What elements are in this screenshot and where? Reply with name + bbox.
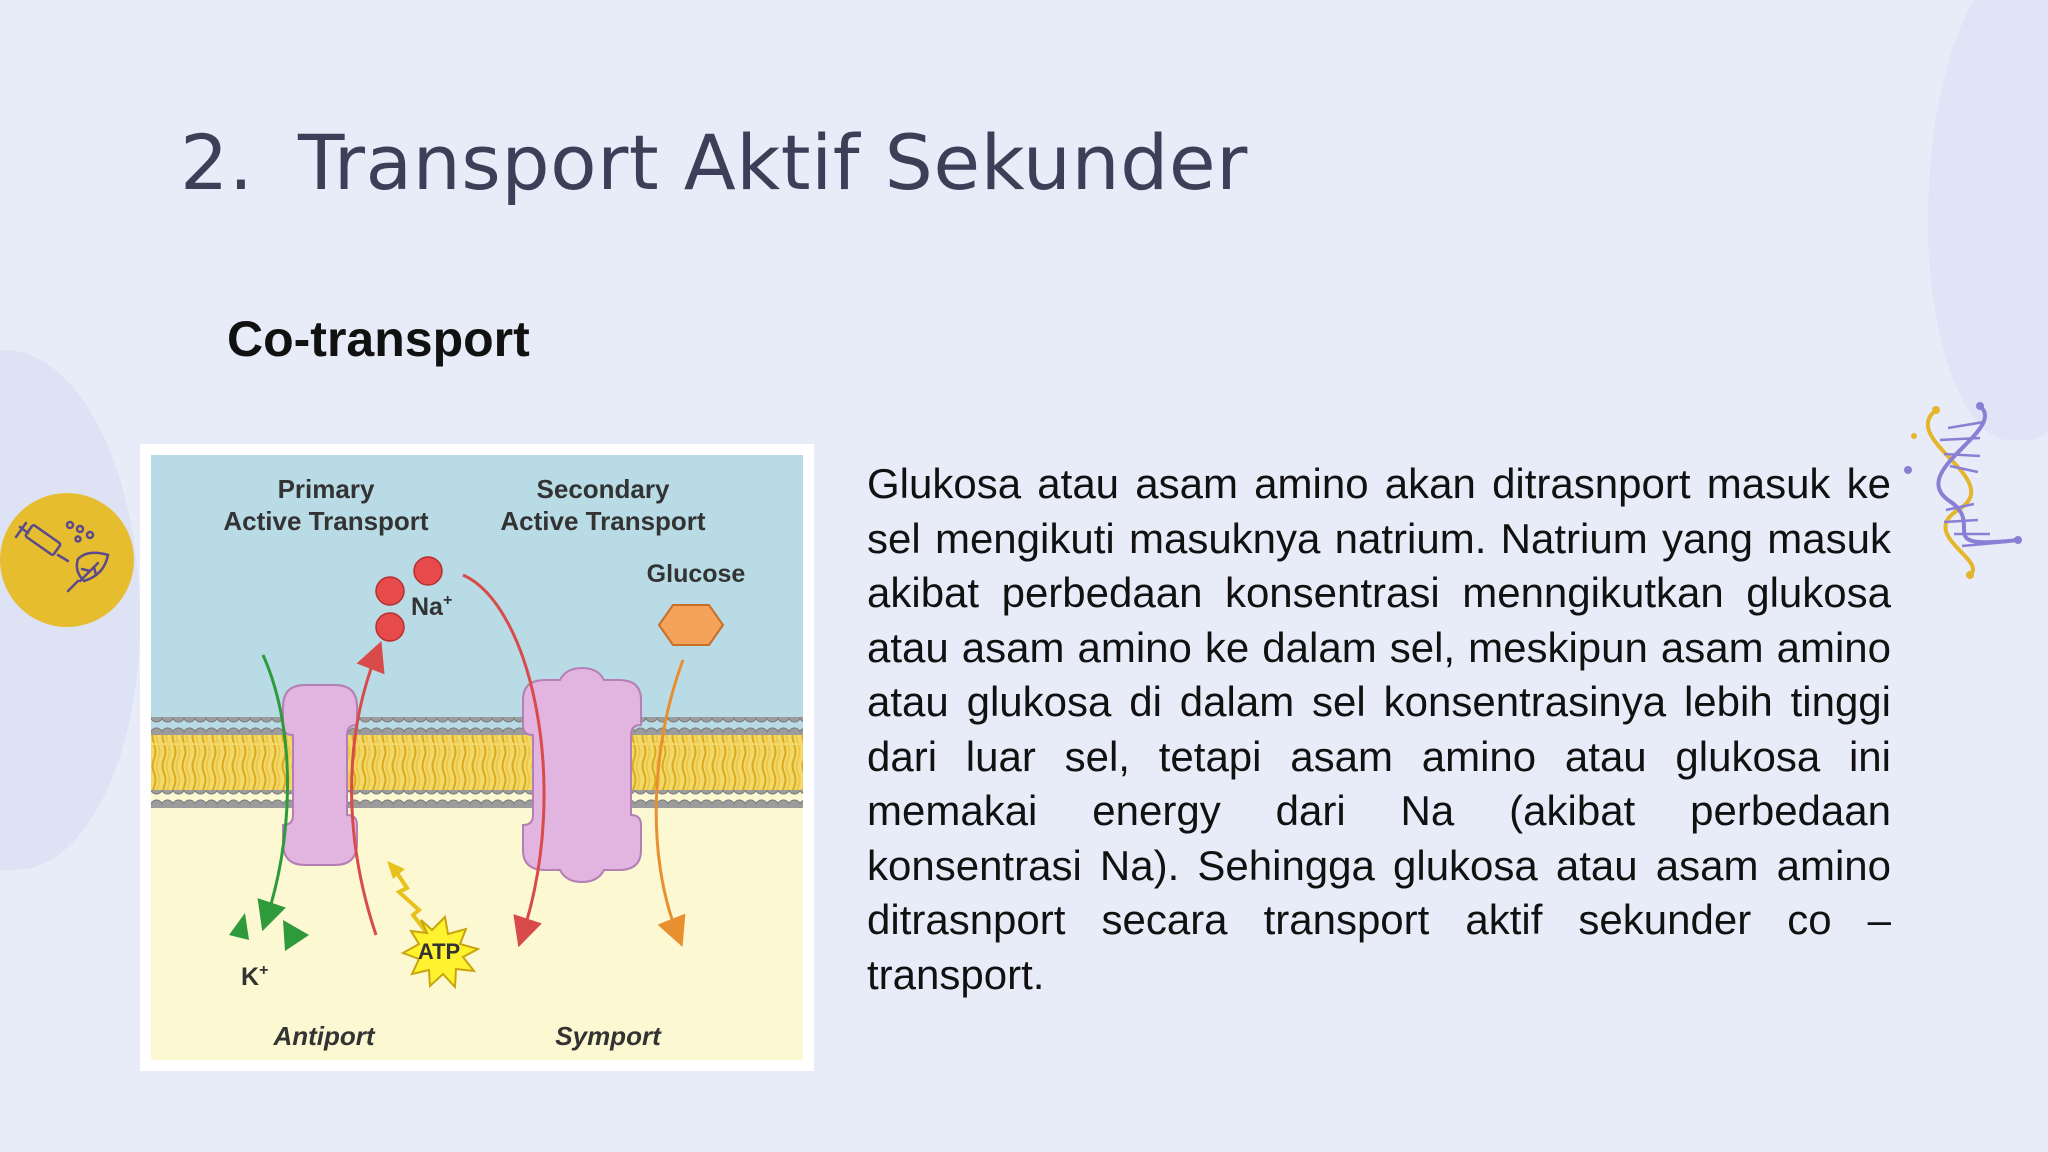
antiport-protein <box>283 685 357 865</box>
secondary-heading-line2: Active Transport <box>500 506 706 536</box>
primary-heading-line1: Primary <box>277 474 375 504</box>
sodium-ion <box>376 577 404 605</box>
sodium-label: Na+ <box>411 592 453 621</box>
transport-diagram <box>140 444 814 1071</box>
potassium-label: K+ <box>241 962 269 991</box>
antiport-label: Antiport <box>273 1021 375 1051</box>
glucose-label: Glucose <box>646 560 746 588</box>
glucose-molecule <box>659 605 723 645</box>
explanation-paragraph: Glukosa atau asam amino akan ditrasnport masuk ke sel mengikuti masuknya natrium. Natrium yang masuk akibat perbedaan konsentrasi menngikutkan glukosa atau asam amino ke dalam sel, meskipun asam amino atau glukosa di dalam sel konsentrasinya lebih tinggi dari luar sel, tetapi asam amino atau glukosa ini memakai energy dari Na (akibat perbedaan konsentrasi Na). Sehingga glukosa atau asam amino ditrasnport secara transport aktif sekunder co –transport. <box>867 460 1891 998</box>
sodium-ion <box>376 613 404 641</box>
title-text: Transport Aktif Sekunder <box>298 118 1248 207</box>
potassium-charge: + <box>259 962 269 979</box>
slide-title <box>180 118 1248 207</box>
section-subtitle: Co-transport <box>227 311 530 367</box>
dna-helix-icon <box>1888 400 2028 585</box>
title-number: 2. <box>180 118 254 207</box>
cell-membrane <box>151 717 803 808</box>
sodium-ion <box>414 557 442 585</box>
symport-label: Symport <box>555 1021 661 1051</box>
atp-label: ATP <box>417 939 461 964</box>
sodium-charge: + <box>442 592 453 609</box>
extracellular-space <box>151 455 803 735</box>
lab-badge-icon <box>0 493 134 627</box>
primary-heading-line2: Active Transport <box>223 506 429 536</box>
background-blob-right <box>1928 0 2048 440</box>
secondary-heading-line1: Secondary <box>536 474 670 504</box>
